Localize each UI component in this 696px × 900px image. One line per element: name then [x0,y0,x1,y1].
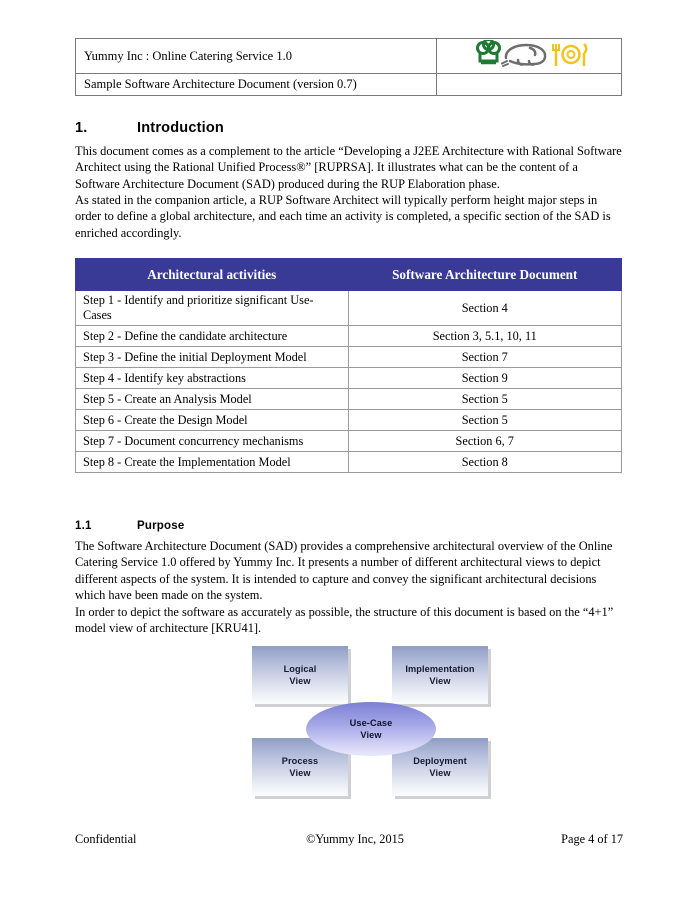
cell-section: Section 3, 5.1, 10, 11 [348,326,621,347]
chef-hat-icon [478,40,500,61]
section-1-number: 1. [75,120,88,136]
view-box-deployment-label: Deployment View [413,756,467,778]
table-row [76,452,622,473]
view-ellipse-use-case [306,702,436,756]
page-footer [75,832,623,847]
section-1-1-paragraph-2: In order to depict the software as accurately as possible, the structure of this document is based on the “4+1” model view of architecture [KRU41]. [75,605,614,636]
cell-section: Section 5 [348,389,621,410]
column-header-document: Software Architecture Document [348,259,621,291]
header-product-title: Yummy Inc : Online Catering Service 1.0 [76,39,437,74]
fork-plate-knife-icon [552,44,586,66]
column-header-activities: Architectural activities [76,259,349,291]
cell-section: Section 6, 7 [348,431,621,452]
view-ellipse-use-case-label: Use-Case View [349,718,393,740]
table-header-row [76,259,622,291]
footer-copyright: ©Yummy Inc, 2015 [306,832,404,846]
cell-section: Section 8 [348,452,621,473]
cell-activity: Step 6 - Create the Design Model [76,410,349,431]
view-box-implementation [392,646,488,704]
section-1-paragraph-2: As stated in the companion article, a RUP Software Architect will typically perform height major steps in order to define a global architecture, and each time an activity is completed, a specific section of the SAD is enriched accordingly. [75,193,611,240]
cell-section: Section 5 [348,410,621,431]
header-document-subtitle: Sample Software Architecture Document (version 0.7) [76,74,437,96]
cell-section: Section 9 [348,368,621,389]
cell-activity: Step 8 - Create the Implementation Model [76,452,349,473]
table-row [76,291,622,326]
table-head [76,259,622,291]
architectural-activities-table [75,258,622,473]
table-body [76,291,622,473]
view-box-logical [252,646,348,704]
table-row [76,410,622,431]
cell-activity: Step 3 - Define the initial Deployment Model [76,347,349,368]
cell-section: Section 7 [348,347,621,368]
pig-outline-icon [502,45,545,66]
cell-activity: Step 5 - Create an Analysis Model [76,389,349,410]
table-row [76,389,622,410]
section-1-1-number: 1.1 [75,520,92,532]
header-logo-blank-cell [437,74,622,96]
cell-activity: Step 1 - Identify and prioritize significant Use-Cases [76,291,349,326]
table-row [76,431,622,452]
view-box-logical-label: Logical View [283,664,317,686]
footer-confidentiality: Confidential [75,832,137,846]
cell-section: Section 4 [348,291,621,326]
view-box-process-label: Process View [281,756,319,778]
view-box-implementation-label: Implementation View [405,664,475,686]
table-row [76,326,622,347]
header-row-subtitle [76,74,622,96]
cell-activity: Step 7 - Document concurrency mechanisms [76,431,349,452]
section-1-1-heading [75,520,184,532]
cell-activity: Step 4 - Identify key abstractions [76,368,349,389]
logo-svg [470,40,588,70]
header-row-title [76,39,622,74]
section-1-title: Introduction [137,120,224,136]
document-header-table [75,38,622,96]
section-1-paragraph-1: This document comes as a complement to the article “Developing a J2EE Architecture with Rational Software Architect using the Rational Unified Process®” [RUPRSA]. It illustrates what can be the content of a Software Architecture Document (SAD) produced during the RUP Elaboration phase. [75,144,622,191]
table-row [76,347,622,368]
table-row [76,368,622,389]
header-logo-cell [437,39,622,74]
cell-activity: Step 2 - Define the candidate architecture [76,326,349,347]
footer-page-number: Page 4 of 17 [561,832,623,846]
yummy-catering-logo [437,40,621,73]
section-1-1-title: Purpose [137,520,185,532]
four-plus-one-view-model-diagram [248,646,496,804]
page-title [75,120,224,136]
section-1-1-paragraph-1: The Software Architecture Document (SAD) provides a comprehensive architectural overview of the Online Catering Service 1.0 offered by Yummy Inc. It presents a number of different architectural views to depict different aspects of the system. It is intended to capture and convey the significant architectural decisions which have been made on the system. [75,539,613,603]
